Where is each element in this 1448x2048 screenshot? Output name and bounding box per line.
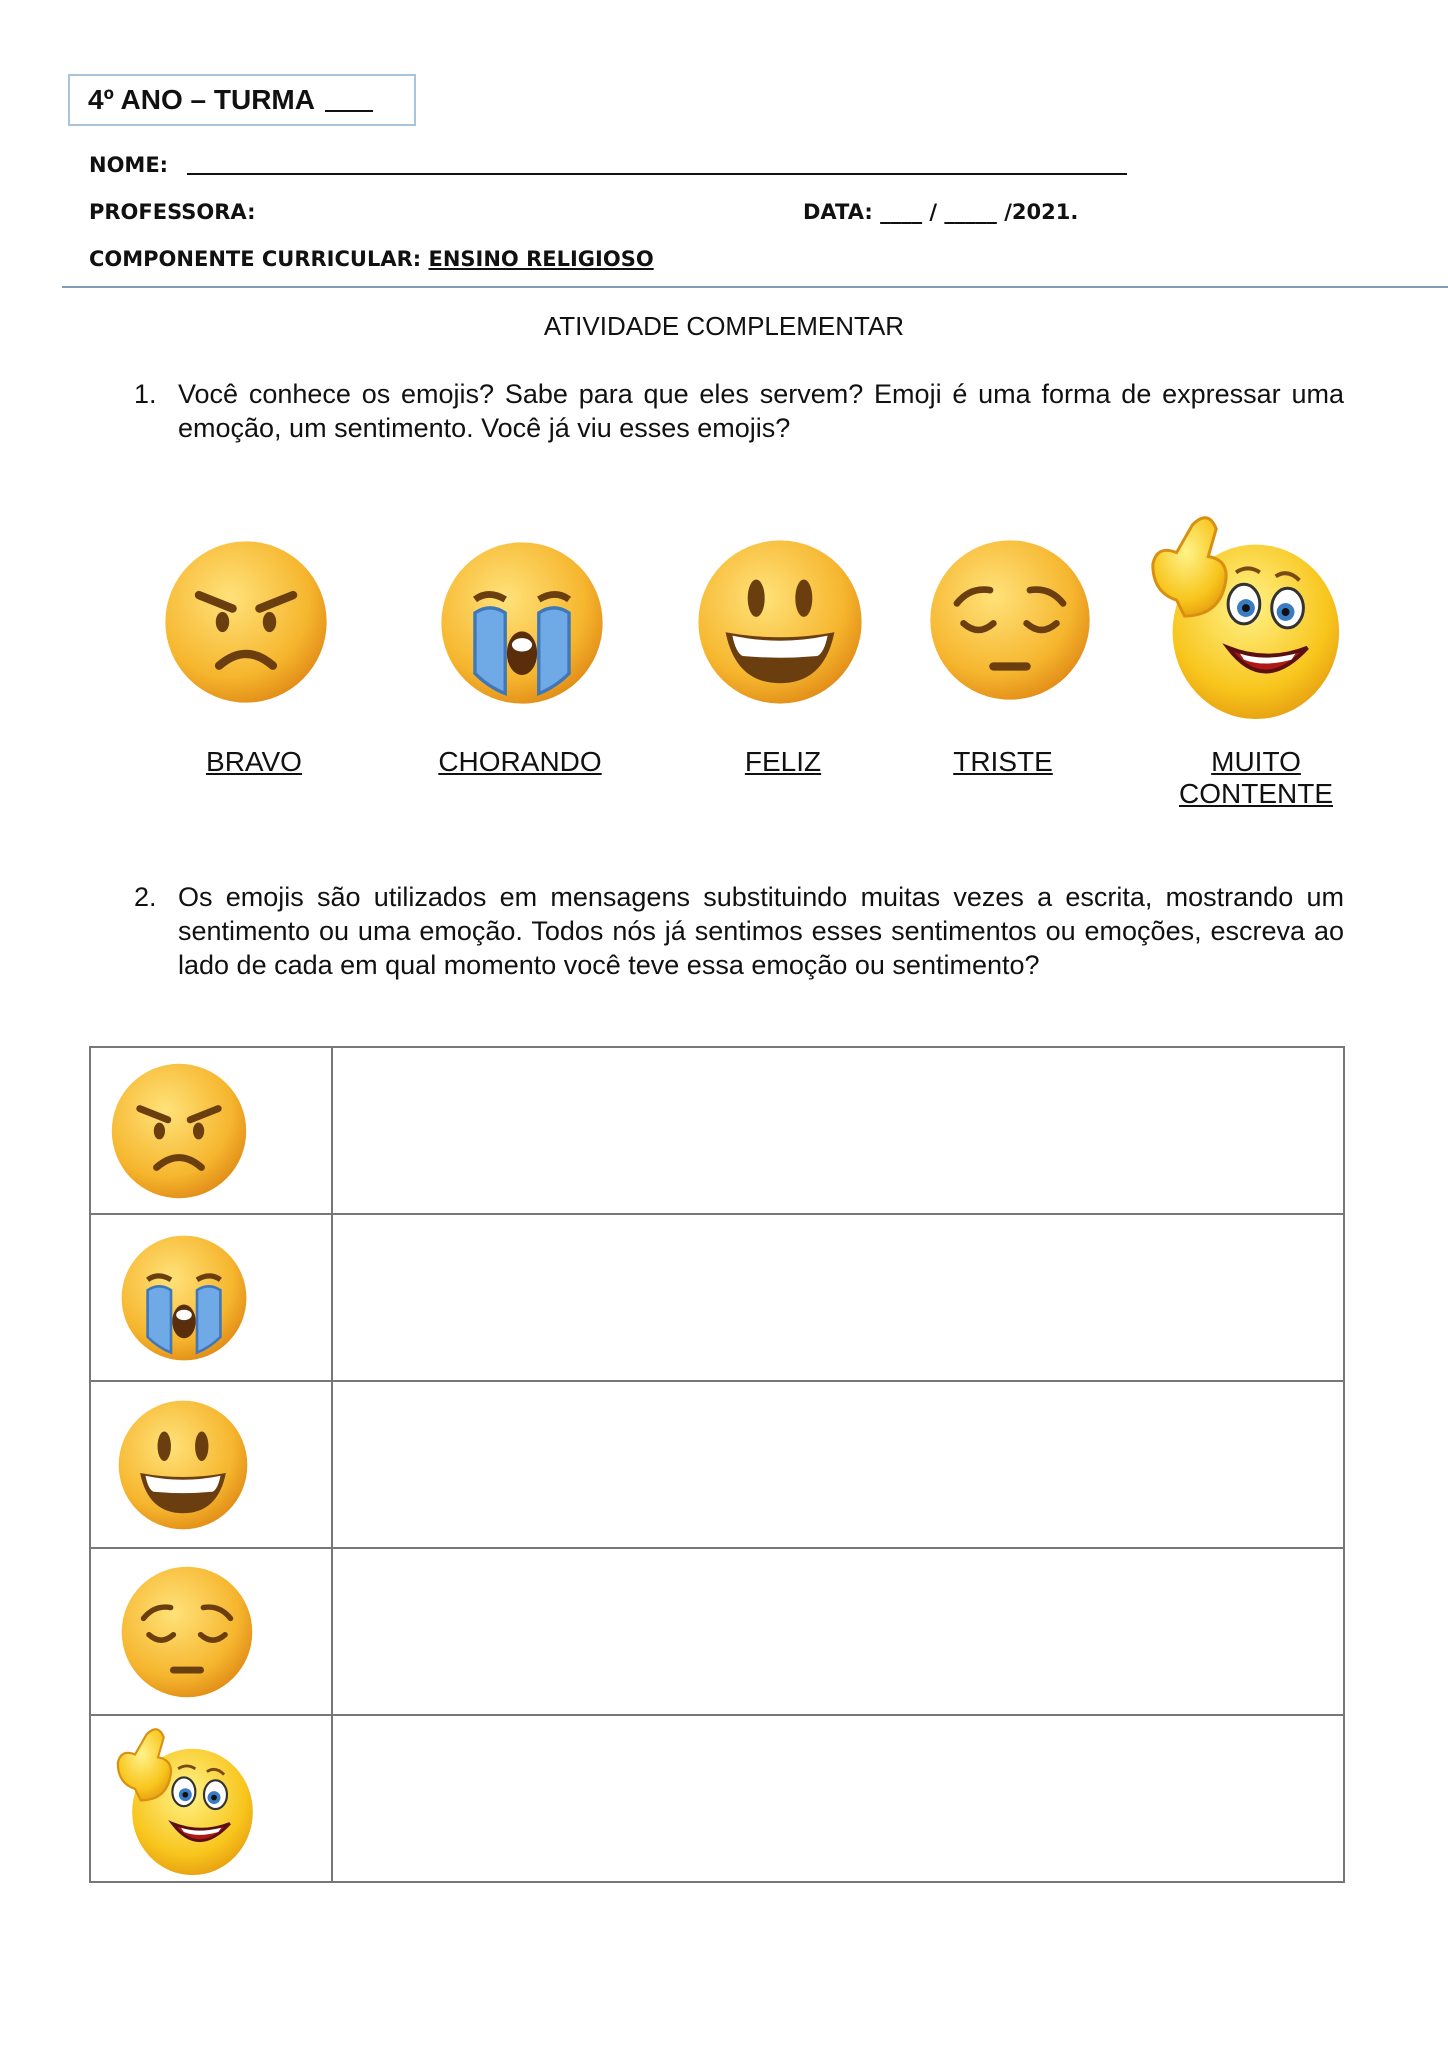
sad-face-icon — [119, 1562, 255, 1702]
thumbs-up-face-icon — [109, 1720, 253, 1878]
crying-face-icon — [119, 1231, 249, 1365]
emoji-label-bravo: BRAVO — [206, 746, 302, 777]
happy-face-icon — [695, 534, 865, 710]
icon-cell — [90, 1047, 332, 1214]
page-title: ATIVIDADE COMPLEMENTAR — [543, 311, 905, 341]
icon-cell — [90, 1214, 332, 1381]
question-1-number: 1. — [134, 379, 157, 409]
answer-cell-feliz[interactable] — [332, 1381, 1344, 1548]
name-label: NOME: — [89, 153, 169, 177]
icon-cell — [90, 1381, 332, 1548]
grade-box — [68, 74, 416, 126]
answer-cell-muito-contente[interactable] — [332, 1715, 1344, 1882]
angry-face-icon — [162, 538, 330, 706]
answer-cell-triste[interactable] — [332, 1548, 1344, 1715]
happy-face-icon — [116, 1395, 250, 1535]
date-value[interactable]: ____ / _____ /2021. — [880, 200, 1079, 224]
name-field[interactable] — [187, 173, 1127, 175]
icon-cell — [90, 1548, 332, 1715]
emoji-label-triste: TRISTE — [953, 746, 1053, 777]
grade-label: 4º ANO – TURMA — [88, 84, 315, 115]
date-label: DATA: — [803, 200, 873, 224]
question-1 — [134, 377, 1344, 445]
subject-row — [89, 247, 654, 271]
question-2-number: 2. — [134, 882, 157, 912]
sad-face-icon — [927, 533, 1093, 707]
answer-cell-bravo[interactable] — [332, 1047, 1344, 1214]
table-row — [90, 1214, 1344, 1381]
table-row — [90, 1715, 1344, 1882]
class-blank[interactable] — [325, 88, 373, 112]
subject-label: COMPONENTE CURRICULAR: — [89, 247, 422, 271]
crying-face-icon — [438, 536, 606, 710]
date-row — [803, 200, 1078, 224]
table-row — [90, 1381, 1344, 1548]
question-2 — [134, 880, 1344, 982]
table-row — [90, 1047, 1344, 1214]
header-divider — [62, 286, 1448, 288]
angry-face-icon — [109, 1061, 249, 1201]
teacher-label: PROFESSORA: — [89, 200, 256, 224]
emoji-label-feliz: FELIZ — [744, 746, 822, 777]
icon-cell — [90, 1715, 332, 1882]
answers-table — [89, 1046, 1345, 1883]
thumbs-up-face-icon — [1140, 505, 1340, 723]
emoji-label-muito-contente: MUITO CONTENTE — [1179, 746, 1333, 809]
subject-value: ENSINO RELIGIOSO — [428, 247, 654, 271]
answer-cell-chorando[interactable] — [332, 1214, 1344, 1381]
question-2-text: Os emojis são utilizados em mensagens substituindo muitas vezes a escrita, mostrando um sentimento ou uma emoção. Todos nós já sentimos esses sentimentos ou emoções, escreva ao lado de cada em qual momento você teve essa emoção ou sentimento? — [178, 882, 1344, 980]
emoji-label-chorando: CHORANDO — [438, 746, 602, 777]
table-row — [90, 1548, 1344, 1715]
question-1-text: Você conhece os emojis? Sabe para que eles servem? Emoji é uma forma de expressar uma emoção, um sentimento. Você já viu esses emojis? — [178, 379, 1344, 443]
